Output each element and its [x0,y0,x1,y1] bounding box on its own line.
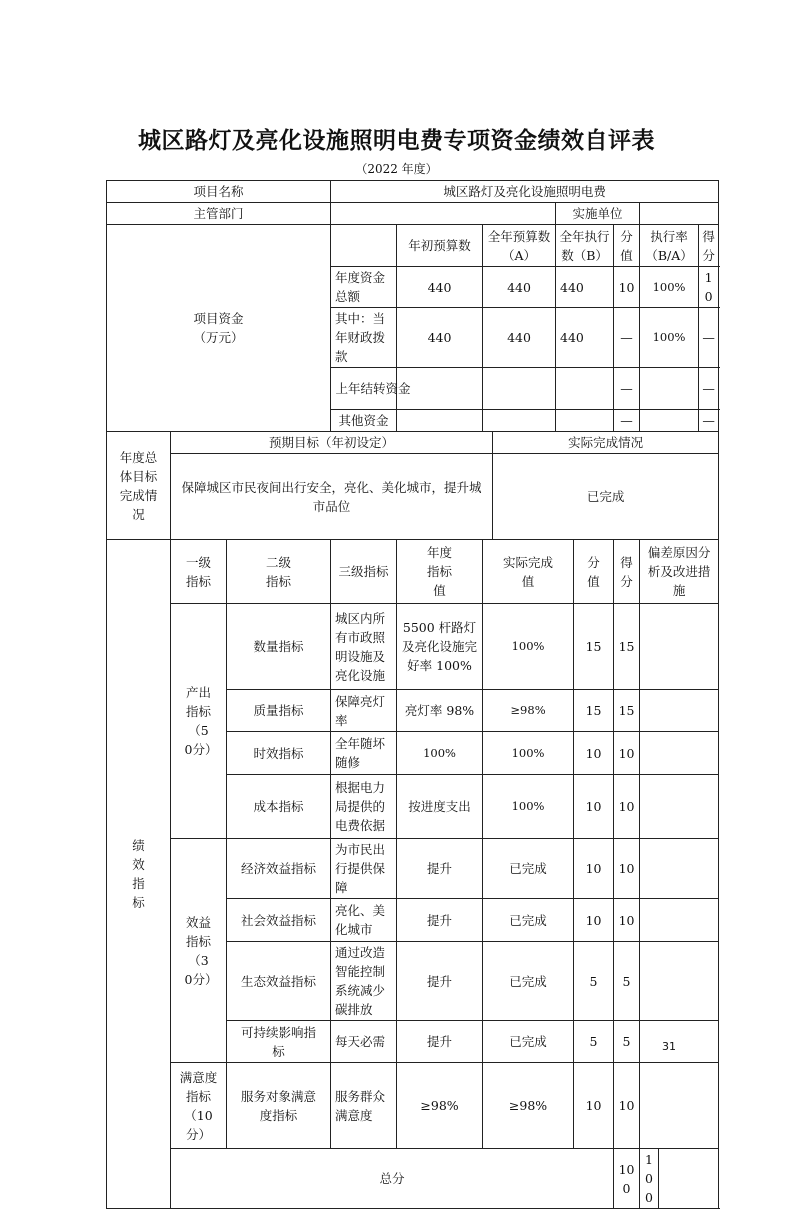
group-satisfaction [171,1063,227,1149]
row-level3: 亮化、美化城市 [331,899,397,942]
funds-row-exec [556,368,614,410]
header-score [614,540,640,604]
row-target: 提升 [397,1021,483,1063]
row-actual: 100% [483,775,574,839]
row-level3: 全年随坏随修 [331,732,397,775]
funds-row-exec [556,410,614,432]
total-value: 100 [614,1149,640,1209]
row-score: 15 [614,690,640,732]
funds-header-value: 分值 [614,225,640,267]
header-level3: 三级指标 [331,540,397,604]
row-level3: 保障亮灯率 [331,690,397,732]
row-value: 10 [574,1063,614,1149]
expected-goal-header: 预期目标（年初设定） [171,432,493,454]
funds-row-annual [483,368,556,410]
row-score: 10 [614,839,640,899]
funds-row-label-text: 上年结转资金 [335,381,411,396]
impl-value [640,203,719,225]
funds-row-exec: 440 [556,308,614,368]
row-actual: 已完成 [483,942,574,1021]
header-score-value-text: 分值 [587,554,600,589]
row-value: 10 [574,775,614,839]
total-row [107,1149,719,1209]
row-target: 5500 杆路灯及亮化设施完好率 100% [397,604,483,690]
indicator-row [107,604,719,690]
row-deviation [640,1021,719,1063]
funds-row-label: 年度资金总额 [331,267,397,308]
funds-row-annual: 440 [483,308,556,368]
row-level2: 质量指标 [227,690,331,732]
funds-row-score: — [699,410,719,432]
row-score: 10 [614,1063,640,1149]
funds-header-annual: 全年预算数（A） [483,225,556,267]
funds-row-score: 10 [699,267,719,308]
header-level2 [227,540,331,604]
row-level2 [227,1063,331,1149]
header-actual-value [483,540,574,604]
total-label: 总分 [171,1149,614,1209]
row-level3: 服务群众满意度 [331,1063,397,1149]
funds-row-initial: 440 [397,267,483,308]
row-value: 15 [574,690,614,732]
indicator-row [107,839,719,899]
row-value: 5 [574,942,614,1021]
row-deviation [640,775,719,839]
funds-row-rate: 100% [640,308,699,368]
funds-row-rate: 100% [640,267,699,308]
row-deviation [640,690,719,732]
row-target: 亮灯率 98% [397,690,483,732]
row-actual: ≥98% [483,1063,574,1149]
indicators-label-text: 绩效指标 [132,838,145,910]
row-actual: 已完成 [483,1021,574,1063]
funds-row-value: — [614,410,640,432]
funds-label [107,225,331,432]
row-target: 按进度支出 [397,775,483,839]
indicators-header-row [107,540,719,604]
row-deviation [640,732,719,775]
header-level2-text: 二级指标 [266,554,292,589]
row-level3: 根据电力局提供的电费依据 [331,775,397,839]
funds-header-initial: 年初预算数 [397,225,483,267]
header-level1 [171,540,227,604]
row-score: 10 [614,775,640,839]
row-deviation [640,899,719,942]
group-benefit-text: 效益指标（30分） [184,914,218,987]
funds-row-annual: 440 [483,267,556,308]
row-actual: 100% [483,604,574,690]
header-score-text: 得分 [620,554,633,589]
indicator-row [107,1063,719,1149]
row-actual: ≥98% [483,690,574,732]
row-score: 10 [614,732,640,775]
row-target: 100% [397,732,483,775]
header-deviation: 偏差原因分析及改进措施 [640,540,719,604]
funds-label-line2: （万元） [193,330,244,345]
funds-row-initial: 440 [397,308,483,368]
row-level2: 经济效益指标 [227,839,331,899]
row-level3: 城区内所有市政照明设施及亮化设施 [331,604,397,690]
funds-row-label: 其他资金 [331,410,397,432]
row-deviation [640,942,719,1021]
page-title: 城区路灯及亮化设施照明电费专项资金绩效自评表 [138,128,655,154]
total-deviation [659,1149,719,1209]
header-annual-target [397,540,483,604]
row-score: 15 [614,604,640,690]
row-target: 提升 [397,839,483,899]
row-level2: 社会效益指标 [227,899,331,942]
row-level3: 为市民出行提供保障 [331,839,397,899]
goals-label-text: 年度总体目标完成情况 [119,449,158,522]
funds-label-line1: 项目资金 [193,311,244,326]
impl-label: 实施单位 [556,203,640,225]
funds-row-initial [397,410,483,432]
group-satisfaction-text: 满意度指标（10分） [179,1069,218,1142]
dept-label: 主管部门 [107,203,331,225]
project-name-row [107,181,719,203]
row-value: 5 [574,1021,614,1063]
row-level2 [227,1021,331,1063]
row-level2-text: 服务对象满意度指标 [241,1088,317,1123]
row-target: ≥98% [397,1063,483,1149]
funds-header-score: 得分 [699,225,719,267]
header-actual-value-text: 实际完成值 [503,554,554,589]
funds-header-blank [331,225,397,267]
funds-row-label: 其中：当年财政拨款 [331,308,397,368]
row-level2-text: 可持续影响指标 [241,1024,317,1059]
project-name-value: 城区路灯及亮化设施照明电费 [331,181,719,203]
actual-completion-text: 已完成 [493,454,719,540]
funds-row-exec: 440 [556,267,614,308]
header-score-value [574,540,614,604]
funds-row-label [331,368,411,410]
row-target: 提升 [397,942,483,1021]
group-benefit [171,839,227,1063]
row-score: 5 [614,942,640,1021]
goals-header-row [107,432,719,454]
row-level2: 生态效益指标 [227,942,331,1021]
expected-goal-text: 保障城区市民夜间出行安全，亮化、美化城市，提升城市品位 [171,454,493,540]
row-level2: 数量指标 [227,604,331,690]
group-output [171,604,227,839]
goals-row [107,454,719,540]
header-annual-target-text: 年度指标值 [427,545,453,598]
department-row [107,203,719,225]
row-score: 5 [614,1021,640,1063]
funds-header-row [107,225,719,267]
evaluation-table [106,180,719,1209]
total-score: 100 [640,1149,659,1209]
funds-row-value: — [614,368,640,410]
report-year: （2022 年度） [355,162,438,176]
project-name-label: 项目名称 [107,181,331,203]
actual-completion-header: 实际完成情况 [493,432,719,454]
row-value: 10 [574,732,614,775]
group-output-text: 产出指标（50分） [184,685,218,757]
row-value: 10 [574,899,614,942]
funds-row-annual [483,410,556,432]
row-deviation [640,1063,719,1149]
funds-row-score: — [699,308,719,368]
row-level2: 时效指标 [227,732,331,775]
row-actual: 100% [483,732,574,775]
indicators-label [107,540,171,1209]
row-level3: 通过改造智能控制系统减少碳排放 [331,942,397,1021]
funds-row-rate [640,410,699,432]
funds-row-value: — [614,308,640,368]
funds-row-rate [640,368,699,410]
funds-row-score: — [699,368,719,410]
funds-row-value: 10 [614,267,640,308]
row-level3: 每天必需 [331,1021,397,1063]
row-value: 10 [574,839,614,899]
row-actual: 已完成 [483,839,574,899]
row-target: 提升 [397,899,483,942]
funds-header-rate: 执行率（B/A） [640,225,699,267]
page-number: 31 [662,1040,676,1053]
dept-value [331,203,556,225]
row-score: 10 [614,899,640,942]
header-level1-text: 一级指标 [185,554,211,589]
row-actual: 已完成 [483,899,574,942]
funds-header-exec: 全年执行数（B） [556,225,614,267]
row-deviation [640,604,719,690]
row-deviation [640,839,719,899]
goals-label [107,432,171,540]
row-level2: 成本指标 [227,775,331,839]
row-value: 15 [574,604,614,690]
